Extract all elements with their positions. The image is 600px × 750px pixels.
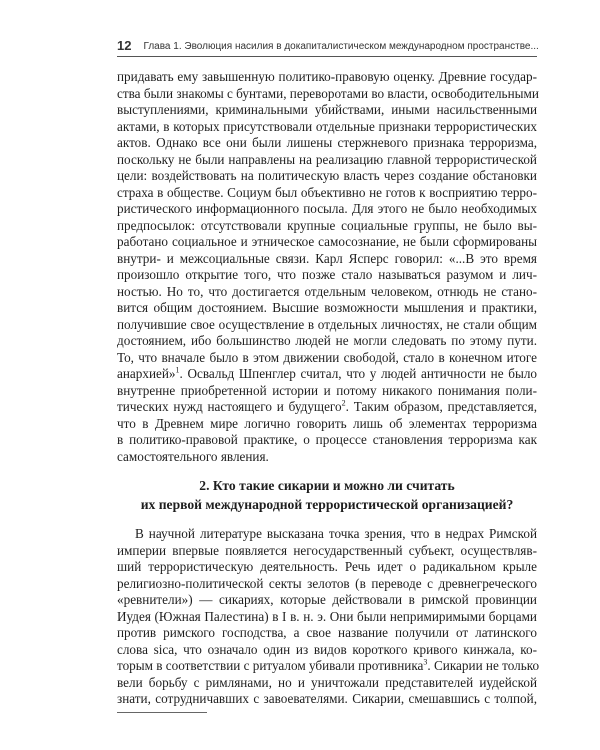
line-text: анархией» xyxy=(117,366,176,381)
body-line: что в Древнем мире логично говорить лишь об элементах терроризма xyxy=(117,415,537,431)
body-line: ства были знакомы с бунтами, переворотами во власти, освободительными xyxy=(117,85,539,101)
body-line: знати, сотрудничавших с завоевателями. Сикарии, смешавшись с толпой, xyxy=(117,691,537,706)
body-line: произошло открытие того, что позже стало называться разумом и лич- xyxy=(117,267,537,282)
body-line: предпосылок: отсутствовали крупные социальные группы, не было вы- xyxy=(117,217,537,233)
body-line: получившие свое осуществление в отдельных личностях, не стали общим xyxy=(117,316,537,332)
body-line: внутренне приобретенной истории и потому никакого понимания поли- xyxy=(117,382,537,398)
body-line: вится общим достоянием. Высшие возможности мышления и практики, xyxy=(117,300,537,315)
body-line: внутри- и межсоциальные связи. Карл Ясперс говорил: «...В это время xyxy=(117,250,537,266)
footnote-ref-3[interactable]: 3 xyxy=(423,657,428,667)
line-text: . Сикарии не только xyxy=(427,658,540,673)
body-line: выступлениями, криминальными убийствами, иными насильственными xyxy=(117,102,537,117)
body-line xyxy=(117,657,540,675)
body-line: ший террористическую деятельность. Речь идет о радикальном крыле xyxy=(117,559,537,574)
body-line: страха в обществе. Социум был объективно не готов к восприятию терро- xyxy=(117,184,537,200)
line-text: торым в соответствии с ритуалом убивали противника xyxy=(117,658,424,673)
body-line: То, что вначале было в этом движении свободой, стало в конечном итоге xyxy=(117,349,537,365)
line-text: . Освальд Шпенглер считал, что у людей античности не было xyxy=(179,366,537,381)
section-heading-line-1: 2. Кто такие сикарии и можно ли считать xyxy=(199,478,455,493)
page-number: 12 xyxy=(117,38,132,53)
body-line: поскольку не были направлены на реализацию главной террористической xyxy=(117,151,537,167)
body-line: в политико-правовой практике, о процессе становления терроризма как xyxy=(117,432,537,447)
body-line: актов. Однако все они были лишены стержневого признака терроризма, xyxy=(117,135,537,150)
header-rule xyxy=(117,56,537,57)
body-line: слова sica, что означало один из видов короткого кривого кинжала, ко- xyxy=(117,641,537,657)
body-line: империи впервые появляется негосударственный субъект, осуществляв- xyxy=(117,542,537,558)
body-line: религиозно-политической секты зелотов (в переводе с древнегреческого xyxy=(117,575,537,591)
body-line: «ревнители») — сикариях, которые действовали в римской провинции xyxy=(117,592,537,607)
section-heading-line-2: их первой международной террористической организацией? xyxy=(140,497,514,512)
footnote-ref-2[interactable]: 2 xyxy=(341,398,346,408)
line-text: . Таким образом, представляется, xyxy=(345,399,537,414)
body-line: придавать ему завышенную политико-правовую оценку. Древние государ- xyxy=(117,69,537,84)
footnote-ref-1[interactable]: 1 xyxy=(175,365,180,375)
body-line: против римского господства, а свое название получили от латинского xyxy=(117,625,537,640)
body-line: Иудея (Южная Палестина) в I в. н. э. Они были непримиримыми борцами xyxy=(117,608,537,624)
body-line: ностью. Но то, что достигается отдельным человеком, отнюдь не стано- xyxy=(117,283,537,299)
running-title: Глава 1. Эволюция насилия в докапиталистическом международном пространстве... xyxy=(143,41,539,52)
body-line: цели: воздействовать на политическую власть через создание обстановки xyxy=(117,168,537,183)
running-header xyxy=(117,40,537,53)
body-line: работано социальное и этническое самосознание, не были сформированы xyxy=(117,234,537,249)
body-line: ристического информационного посыла. Для этого не было необходимых xyxy=(117,201,537,216)
body-line xyxy=(117,399,537,416)
footnote-rule xyxy=(117,712,207,713)
body-line: достоянием, ибо большинство людей не могли следовать по этому пути. xyxy=(117,333,537,348)
body-line: В научной литературе высказана точка зрения, что в недрах Римской xyxy=(135,526,537,541)
body-line: самостоятельного явления. xyxy=(117,448,269,464)
body-line: вели борьбу с римлянами, но и уничтожали представителей иудейской xyxy=(117,674,537,690)
body-line: актами, в которых присутствовали отдельные признаки террористических xyxy=(117,118,537,134)
line-text: тических нужд настоящего и будущего xyxy=(117,399,342,414)
body-line xyxy=(117,366,537,383)
